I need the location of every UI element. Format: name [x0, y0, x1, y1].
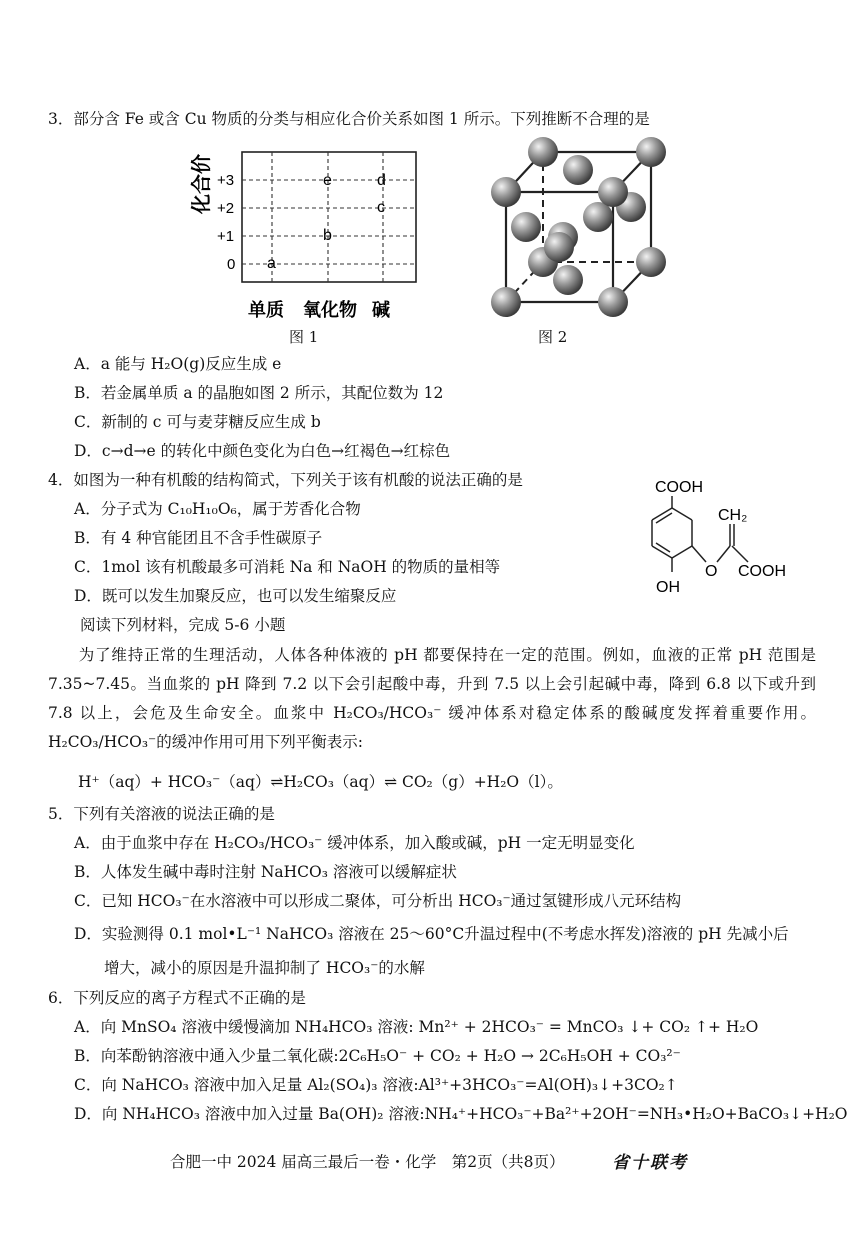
fig1-point-d: d — [377, 172, 386, 189]
figure-1-chart — [180, 140, 430, 325]
fig1-point-e: e — [323, 172, 332, 189]
q5-option-b: B．人体发生碱中毒时注射 NaHCO₃ 溶液可以缓解症状 — [74, 863, 457, 881]
fig1-point-a: a — [267, 255, 276, 272]
reading-paragraph-text: 为了维持正常的生理活动，人体各种体液的 pH 都要保持在一定的范围。例如，血液的正常 pH 范围是 7.35~7.45。当血浆的 pH 降到 7.2 以下会引起酸中毒，升到 7.5 以上会引起碱中毒，降到 6.8 以下或升到 7.8 以上，会危及生命安全。血浆中 H₂CO₃/HCO₃⁻ 缓冲体系对稳定体系的酸碱度发挥着重要作用。H₂CO₃/HCO₃⁻的缓冲作用可用下列平衡表示: — [48, 646, 816, 751]
q5-option-c: C．已知 HCO₃⁻在水溶液中可以形成二聚体，可分析出 HCO₃⁻通过氢键形成八元环结构 — [74, 892, 682, 910]
q3-option-d: D．c→d→e 的转化中颜色变化为白色→红褐色→红棕色 — [74, 442, 451, 460]
q6-option-b: B．向苯酚钠溶液中通入少量二氧化碳:2C₆H₅O⁻ + CO₂ + H₂O → 2C₆H₅OH + CO₃²⁻ — [74, 1047, 681, 1065]
page-footer: 合肥一中 2024 届高三最后一卷・化学 第2页（共8页） — [170, 1153, 565, 1171]
q4-stem: 4．如图为一种有机酸的结构简式，下列关于该有机酸的说法正确的是 — [48, 471, 523, 489]
fig1-tick-+3: +3 — [217, 172, 235, 189]
q4-oh: OH — [656, 579, 680, 596]
figure-2-unit-cell — [478, 130, 678, 325]
fig1-tick-+1: +1 — [217, 228, 235, 245]
reading-title: 阅读下列材料，完成 5-6 小题 — [80, 616, 286, 634]
q6-option-c: C．向 NaHCO₃ 溶液中加入足量 Al₂(SO₄)₃ 溶液:Al³⁺+3HCO₃⁻=Al(OH)₃↓+3CO₂↑ — [74, 1076, 678, 1094]
q6-stem: 6．下列反应的离子方程式不正确的是 — [48, 989, 306, 1007]
fig1-x-label-oxide: 氧化物 — [303, 300, 357, 320]
q4-ether-o: O — [705, 563, 718, 580]
reading-equation: H⁺（aq）+ HCO₃⁻（aq）⇌H₂CO₃（aq）⇌ CO₂（g）+H₂O（l）。 — [78, 773, 563, 791]
fig1-point-c: c — [377, 199, 385, 216]
q3-stem: 3．部分含 Fe 或含 Cu 物质的分类与相应化合价关系如图 1 所示。下列推断不合理的是 — [48, 110, 650, 128]
q3-option-b: B．若金属单质 a 的晶胞如图 2 所示，其配位数为 12 — [74, 384, 444, 402]
q4-cooh-top: COOH — [655, 479, 703, 496]
fig2-caption: 图 2 — [538, 328, 568, 346]
q4-ch2: CH₂ — [718, 507, 748, 524]
fig1-caption: 图 1 — [289, 328, 319, 346]
q4-structure-formula — [630, 472, 805, 600]
q5-option-d-line2: 增大，减小的原因是升温抑制了 HCO₃⁻的水解 — [104, 959, 425, 977]
fig1-y-axis-label: 化合价 — [191, 154, 213, 214]
fig1-point-b: b — [323, 227, 332, 244]
q5-option-d-line1: D．实验测得 0.1 mol•L⁻¹ NaHCO₃ 溶液在 25～60°C升温过程中(不考虑水挥发)溶液的 pH 先减小后 — [74, 925, 789, 943]
q4-option-d: D．既可以发生加聚反应，也可以发生缩聚反应 — [74, 587, 397, 605]
q4-option-b: B．有 4 种官能团且不含手性碳原子 — [74, 529, 323, 547]
q5-option-a: A．由于血浆中存在 H₂CO₃/HCO₃⁻ 缓冲体系，加入酸或碱，pH 一定无明显变化 — [74, 834, 635, 852]
fig1-x-label-element: 单质 — [248, 300, 284, 320]
fig1-x-label-base: 碱 — [372, 300, 390, 320]
q4-option-a: A．分子式为 C₁₀H₁₀O₆，属于芳香化合物 — [74, 500, 361, 518]
fig1-tick-0: 0 — [227, 256, 236, 273]
q3-option-a: A．a 能与 H₂O(g)反应生成 e — [74, 355, 282, 373]
footer-logo: 省十联考 — [612, 1153, 688, 1173]
q5-stem: 5．下列有关溶液的说法正确的是 — [48, 805, 275, 823]
q4-option-c: C．1mol 该有机酸最多可消耗 Na 和 NaOH 的物质的量相等 — [74, 558, 501, 576]
q6-option-a: A．向 MnSO₄ 溶液中缓慢滴加 NH₄HCO₃ 溶液: Mn²⁺ + 2HCO₃⁻ = MnCO₃ ↓+ CO₂ ↑+ H₂O — [74, 1018, 759, 1036]
reading-paragraph — [48, 641, 816, 757]
q4-cooh-right: COOH — [738, 563, 786, 580]
q3-option-c: C．新制的 c 可与麦芽糖反应生成 b — [74, 413, 321, 431]
q6-option-d: D．向 NH₄HCO₃ 溶液中加入过量 Ba(OH)₂ 溶液:NH₄⁺+HCO₃⁻+Ba²⁺+2OH⁻=NH₃•H₂O+BaCO₃↓+H₂O — [74, 1105, 848, 1123]
fig1-tick-+2: +2 — [217, 200, 235, 217]
